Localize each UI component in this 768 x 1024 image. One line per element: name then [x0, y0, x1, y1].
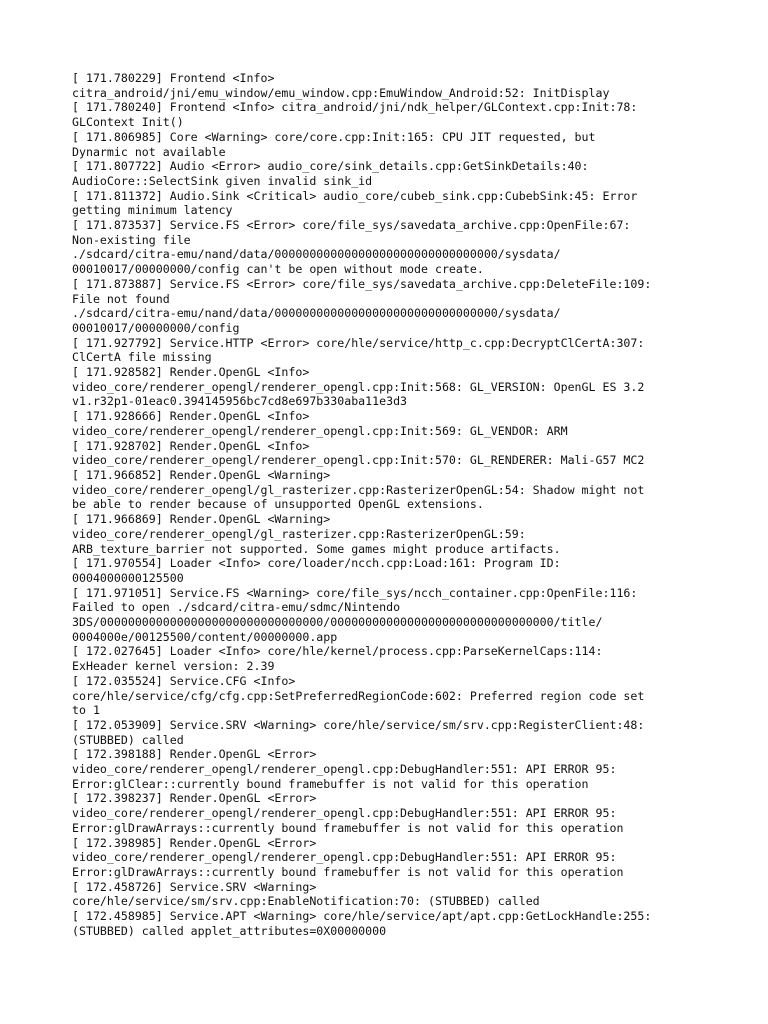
log-line: [ 171.970554] Loader <Info> core/loader/ncch.cpp:Load:161: Program ID: [72, 556, 561, 571]
log-line: [ 172.398188] Render.OpenGL <Error> [72, 747, 317, 762]
log-line: [ 171.971051] Service.FS <Warning> core/file_sys/ncch_container.cpp:OpenFile:116: [72, 585, 638, 600]
log-line: ./sdcard/citra-emu/nand/data/00000000000000000000000000000000/sysdata/ [72, 247, 561, 262]
log-line: GLContext Init() [72, 115, 184, 130]
log-line: Failed to open ./sdcard/citra-emu/sdmc/Nintendo [72, 600, 401, 615]
log-line: video_core/renderer_opengl/renderer_opengl.cpp:Init:569: GL_VENDOR: ARM [72, 423, 568, 438]
log-line: to 1 [72, 703, 100, 718]
log-line: [ 171.873537] Service.FS <Error> core/file_sys/savedata_archive.cpp:OpenFile:67: [72, 218, 631, 233]
log-line: [ 171.806985] Core <Warning> core/core.cpp:Init:165: CPU JIT requested, but [72, 129, 596, 144]
log-line: video_core/renderer_opengl/renderer_opengl.cpp:DebugHandler:551: API ERROR 95: [72, 762, 617, 777]
log-line: Non-existing file [72, 232, 191, 247]
log-line: [ 172.458985] Service.APT <Warning> core/hle/service/apt/apt.cpp:GetLockHandle:255: [72, 909, 652, 924]
log-line: ExHeader kernel version: 2.39 [72, 659, 275, 674]
log-line: 0004000e/00125500/content/00000000.app [72, 629, 338, 644]
log-line: ./sdcard/citra-emu/nand/data/00000000000000000000000000000000/sysdata/ [72, 306, 561, 321]
log-line: [ 171.928666] Render.OpenGL <Info> [72, 409, 310, 424]
log-line: video_core/renderer_opengl/renderer_opengl.cpp:Init:570: GL_RENDERER: Mali-G57 MC2 [72, 453, 645, 468]
log-line: core/hle/service/sm/srv.cpp:EnableNotification:70: (STUBBED) called [72, 894, 540, 909]
log-line: video_core/renderer_opengl/renderer_opengl.cpp:DebugHandler:551: API ERROR 95: [72, 806, 617, 821]
log-line: AudioCore::SelectSink given invalid sink_id [72, 173, 373, 188]
log-line: (STUBBED) called applet_attributes=0X00000000 [72, 923, 387, 938]
log-line: [ 172.035524] Service.CFG <Info> [72, 673, 296, 688]
log-line: 00010017/00000000/config can't be open without mode create. [72, 262, 484, 277]
log-line: ARB_texture_barrier not supported. Some games might produce artifacts. [72, 541, 561, 556]
log-line: [ 172.053909] Service.SRV <Warning> core/hle/service/sm/srv.cpp:RegisterClient:48: [72, 717, 645, 732]
log-line: [ 171.807722] Audio <Error> audio_core/sink_details.cpp:GetSinkDetails:40: [72, 159, 589, 174]
log-line: video_core/renderer_opengl/gl_rasterizer.cpp:RasterizerOpenGL:54: Shadow might not [72, 482, 645, 497]
log-line: 0004000000125500 [72, 570, 184, 585]
log-line: [ 171.928582] Render.OpenGL <Info> [72, 365, 310, 380]
log-text-block [72, 71, 702, 938]
log-line: [ 171.780229] Frontend <Info> [72, 71, 275, 85]
log-line: video_core/renderer_opengl/renderer_opengl.cpp:Init:568: GL_VERSION: OpenGL ES 3.2 [72, 379, 645, 394]
log-line: be able to render because of unsupported OpenGL extensions. [72, 497, 484, 512]
log-line: [ 172.398237] Render.OpenGL <Error> [72, 791, 317, 806]
log-line: citra_android/jni/emu_window/emu_window.cpp:EmuWindow_Android:52: InitDisplay [72, 85, 610, 100]
log-line: (STUBBED) called [72, 732, 184, 747]
log-line: [ 171.780240] Frontend <Info> citra_android/jni/ndk_helper/GLContext.cpp:Init:78: [72, 100, 638, 115]
log-line: File not found [72, 291, 170, 306]
log-line: Error:glClear::currently bound framebuffer is not valid for this operation [72, 776, 589, 791]
log-line: 00010017/00000000/config [72, 320, 240, 335]
log-line: [ 172.398985] Render.OpenGL <Error> [72, 835, 317, 850]
log-line: core/hle/service/cfg/cfg.cpp:SetPreferredRegionCode:602: Preferred region code set [72, 688, 645, 703]
log-line: video_core/renderer_opengl/gl_rasterizer.cpp:RasterizerOpenGL:59: [72, 526, 526, 541]
log-line: video_core/renderer_opengl/renderer_opengl.cpp:DebugHandler:551: API ERROR 95: [72, 850, 617, 865]
log-line: [ 171.928702] Render.OpenGL <Info> [72, 438, 310, 453]
log-line: Error:glDrawArrays::currently bound framebuffer is not valid for this operation [72, 820, 624, 835]
log-line: [ 171.873887] Service.FS <Error> core/file_sys/savedata_archive.cpp:DeleteFile:109: [72, 276, 652, 291]
log-line: ClCertA file missing [72, 350, 212, 365]
log-line: [ 172.458726] Service.SRV <Warning> [72, 879, 317, 894]
log-line: [ 171.811372] Audio.Sink <Critical> audio_core/cubeb_sink.cpp:CubebSink:45: Error [72, 188, 638, 203]
log-line: 3DS/00000000000000000000000000000000/00000000000000000000000000000000/title/ [72, 615, 603, 630]
log-line: v1.r32p1-01eac0.394145956bc7cd8e697b330aba11e3d3 [72, 394, 408, 409]
log-line: [ 171.927792] Service.HTTP <Error> core/hle/service/http_c.cpp:DecryptClCertA:307: [72, 335, 645, 350]
log-line: [ 171.966852] Render.OpenGL <Warning> [72, 467, 331, 482]
log-line: [ 171.966869] Render.OpenGL <Warning> [72, 512, 331, 527]
log-line: Dynarmic not available [72, 144, 226, 159]
log-line: getting minimum latency [72, 203, 233, 218]
log-line: Error:glDrawArrays::currently bound framebuffer is not valid for this operation [72, 864, 624, 879]
log-line: [ 172.027645] Loader <Info> core/hle/kernel/process.cpp:ParseKernelCaps:114: [72, 644, 603, 659]
